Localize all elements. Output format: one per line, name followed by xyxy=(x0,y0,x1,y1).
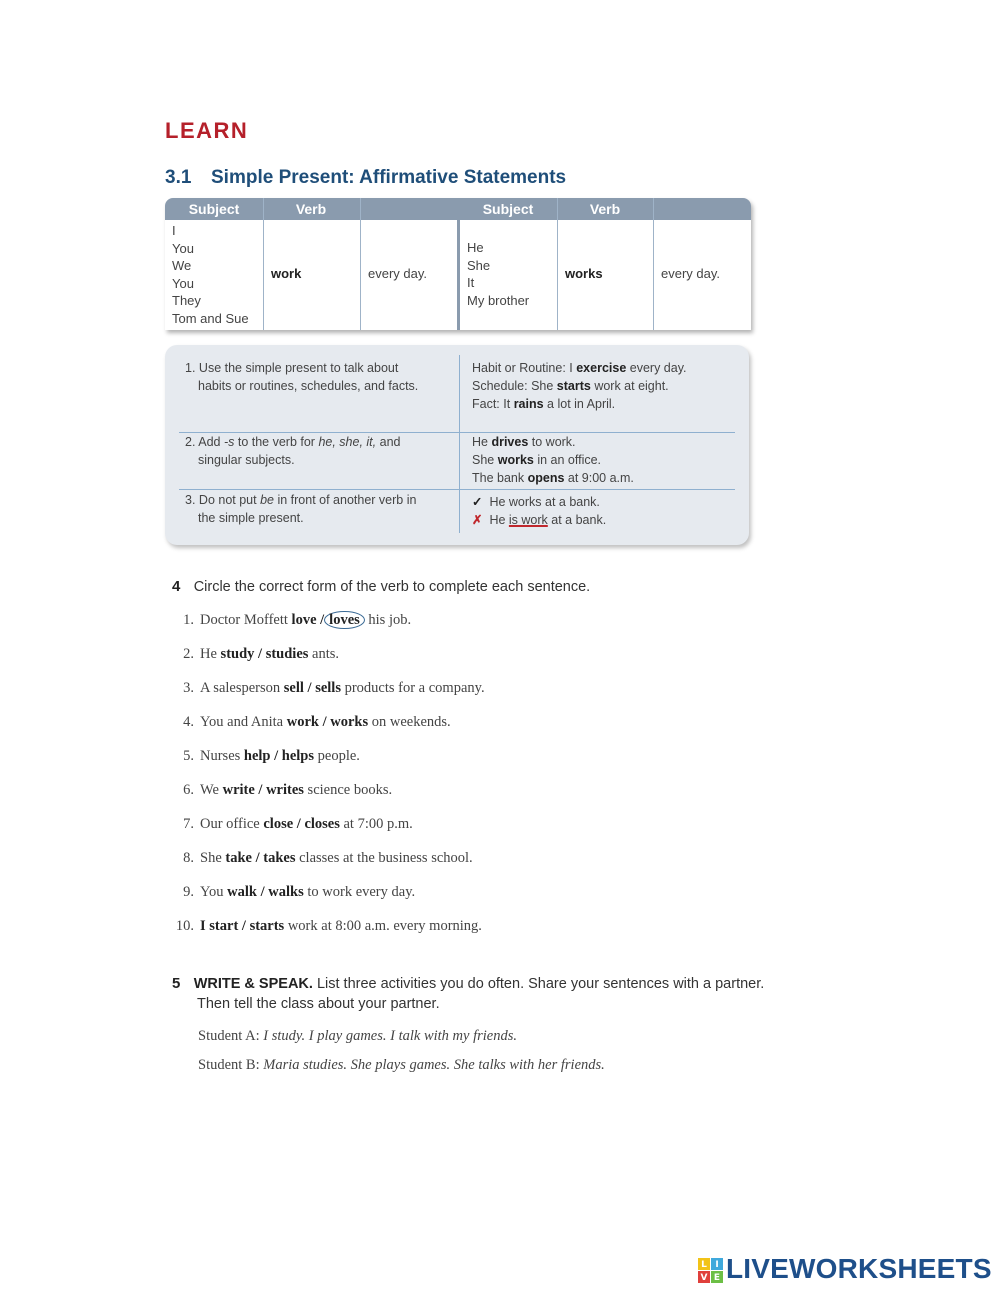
option-b[interactable]: closes xyxy=(304,816,340,832)
column-divider xyxy=(360,198,361,330)
option-a[interactable]: study xyxy=(220,646,255,662)
example-line: The bank opens at 9:00 a.m. xyxy=(472,471,634,485)
section-title-text: Simple Present: Affirmative Statements xyxy=(211,167,567,188)
exercise-number: 5 xyxy=(172,975,181,992)
exercise-item: 2. He study / studies ants. xyxy=(183,646,340,662)
table-divider xyxy=(457,198,460,330)
exercise-5-label: WRITE & SPEAK. xyxy=(193,976,313,992)
liveworksheets-logo-icon xyxy=(698,1254,724,1288)
subject-item: It xyxy=(467,275,475,290)
rule-3-text: 3. Do not put be in front of another verb in the simple present. xyxy=(185,493,417,525)
option-a[interactable]: start xyxy=(209,918,239,934)
right-subject-list xyxy=(467,239,529,309)
option-b[interactable]: writes xyxy=(266,782,304,798)
option-a[interactable]: walk xyxy=(227,884,257,900)
rule-2-text: 2. Add -s to the verb for he, she, it, and singular subjects. xyxy=(185,435,401,467)
verb-works: works xyxy=(565,266,603,281)
exercise-item: 10. I start / starts work at 8:00 a.m. every morning. xyxy=(175,918,482,934)
subject-item: They xyxy=(172,293,201,308)
student-a-example: Student A: I study. I play games. I talk with my friends. xyxy=(198,1028,517,1044)
rule-1-text xyxy=(185,359,418,395)
cross-icon: ✗ xyxy=(472,513,483,527)
subject-item: He xyxy=(467,240,484,255)
example-line: Schedule: She starts work at eight. xyxy=(472,379,669,393)
liveworksheets-logo-text: LIVEWORKSHEETS xyxy=(726,1253,992,1284)
rule-line: the simple present. xyxy=(198,511,304,525)
example-line: He drives to work. xyxy=(472,435,576,449)
header-subject-2: Subject xyxy=(482,201,534,217)
grammar-chart xyxy=(165,198,751,330)
exercise-4-heading xyxy=(172,578,590,596)
option-b[interactable]: takes xyxy=(263,850,296,866)
incorrect-example: ✗ He is work at a bank. xyxy=(472,513,607,527)
complement-right: every day. xyxy=(661,266,721,281)
example-line: Fact: It rains a lot in April. xyxy=(472,397,616,411)
option-a[interactable]: work xyxy=(286,714,319,730)
rule-1-examples xyxy=(472,359,687,413)
student-b-example: Student B: Maria studies. She plays games. She talks with her friends. xyxy=(198,1057,605,1073)
subject-item: I xyxy=(172,223,176,238)
option-a[interactable]: write xyxy=(222,782,255,798)
exercise-number: 4 xyxy=(172,578,181,595)
section-title xyxy=(165,167,566,189)
header-verb: Verb xyxy=(295,201,327,217)
option-a[interactable]: help xyxy=(243,748,271,764)
rules-separator xyxy=(179,489,735,490)
option-a[interactable]: close xyxy=(263,816,294,832)
option-b[interactable]: sells xyxy=(315,680,341,696)
rule-line: habits or routines, schedules, and facts. xyxy=(198,379,419,393)
rule-3-examples xyxy=(472,493,606,529)
subject-item: She xyxy=(467,257,491,273)
left-subject-list xyxy=(172,222,249,327)
verb-work: work xyxy=(271,266,302,281)
option-b[interactable]: studies xyxy=(265,646,309,662)
rule-number: 1. xyxy=(185,361,196,375)
rule-line: singular subjects. xyxy=(198,453,295,467)
exercise-item: 5. Nurses help / helps people. xyxy=(183,748,360,764)
rules-box xyxy=(165,345,749,545)
svg-text:L: L xyxy=(701,1260,707,1270)
example-line: Habit or Routine: I exercise every day. xyxy=(472,361,687,375)
exercise-5-heading xyxy=(172,974,852,1014)
correct-example: ✓ He works at a bank. xyxy=(472,495,600,509)
column-divider xyxy=(653,198,654,330)
column-divider xyxy=(263,198,264,330)
exercise-item: 7. Our office close / closes at 7:00 p.m. xyxy=(183,816,413,832)
exercise-item: 3. A salesperson sell / sells products for a company. xyxy=(183,680,485,696)
header-subject: Subject xyxy=(188,201,240,217)
exercise-instruction: Circle the correct form of the verb to complete each sentence. xyxy=(193,579,591,595)
option-b-circled[interactable]: loves xyxy=(324,611,365,629)
rules-divider xyxy=(459,355,460,533)
subject-item: We xyxy=(172,258,192,273)
option-b[interactable]: starts xyxy=(249,918,285,934)
learn-heading: LEARN xyxy=(165,118,249,143)
subject-item: My brother xyxy=(467,292,530,308)
subject-item: You xyxy=(172,275,194,291)
exercise-item: 9. You walk / walks to work every day. xyxy=(183,884,416,900)
option-b[interactable]: works xyxy=(330,714,369,730)
svg-text:E: E xyxy=(713,1273,721,1283)
option-b[interactable]: walks xyxy=(268,884,304,900)
exercise-item: 6. We write / writes science books. xyxy=(183,782,393,798)
rule-line: Use the simple present to talk about xyxy=(198,361,399,375)
exercise-item: 1. Doctor Moffett love / loves his job. xyxy=(183,612,412,628)
exercise-instruction: List three activities you do often. Share your sentences with a partner. xyxy=(312,976,765,992)
complement-left: every day. xyxy=(368,266,428,281)
column-divider xyxy=(557,198,558,330)
svg-text:I: I xyxy=(715,1260,719,1270)
option-a[interactable]: love xyxy=(291,612,317,628)
section-number: 3.1 xyxy=(165,167,192,188)
example-line: She works in an office. xyxy=(472,453,602,467)
option-a[interactable]: take xyxy=(225,850,252,866)
check-icon: ✓ xyxy=(472,495,483,509)
header-verb-2: Verb xyxy=(589,201,621,217)
exercise-item: 8. She take / takes classes at the business school. xyxy=(183,850,473,866)
option-a[interactable]: sell xyxy=(283,680,304,696)
exercise-item: 4. You and Anita work / works on weekends. xyxy=(183,714,451,730)
subject-item: Tom and Sue xyxy=(172,310,249,326)
exercise-instruction: Then tell the class about your partner. xyxy=(197,996,440,1012)
option-b[interactable]: helps xyxy=(281,748,315,764)
subject-item: You xyxy=(172,240,194,256)
svg-text:V: V xyxy=(700,1273,708,1283)
rule-2-examples xyxy=(472,433,634,487)
